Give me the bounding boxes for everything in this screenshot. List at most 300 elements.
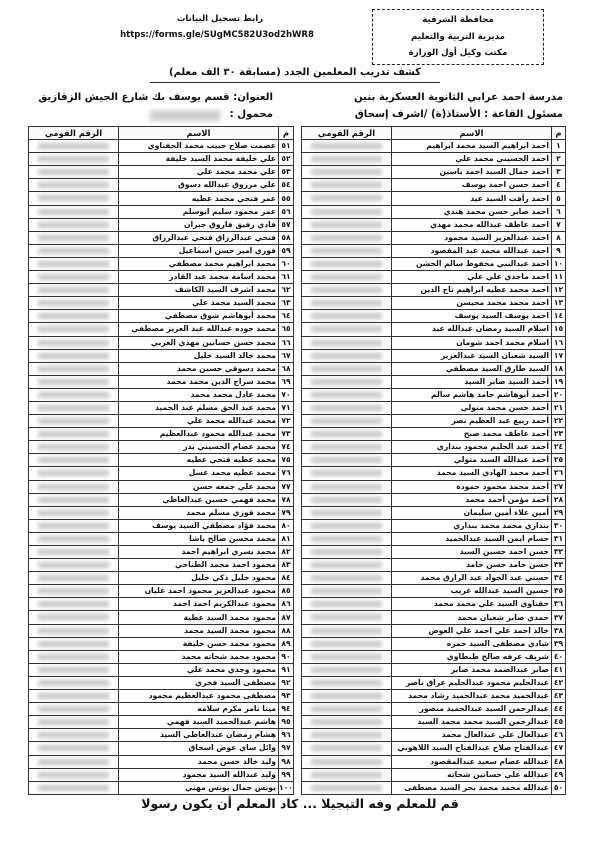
redaction-blur	[38, 326, 109, 332]
row-number: ٢٥	[552, 454, 566, 467]
redaction-blur	[38, 680, 109, 686]
national-id-redacted	[29, 624, 119, 637]
table-row	[29, 388, 294, 401]
national-id-redacted	[29, 532, 119, 545]
redaction-blur	[38, 719, 109, 725]
table-row	[29, 140, 294, 153]
office-line: مكتب وكيل أول الوزارة	[408, 48, 508, 58]
redaction-blur	[38, 379, 109, 385]
trainee-name: محمد عادل محمد محمد	[119, 388, 279, 401]
trainee-name: يونس جمال يونس مهني	[119, 781, 279, 794]
trainee-name: احمد ابراهيم السيد محمد ابراهيم	[392, 140, 552, 153]
trainee-name: حمدي صابر شعبان محمد	[392, 611, 552, 624]
row-number: ٨٦	[279, 598, 294, 611]
redaction-blur	[311, 405, 382, 411]
national-id-redacted	[302, 231, 392, 244]
national-id-redacted	[302, 179, 392, 192]
table-row	[29, 271, 294, 284]
trainee-name: أحمد محمد الهادي السيد محمد	[392, 467, 552, 480]
redaction-blur	[38, 340, 109, 346]
redaction-blur	[311, 601, 382, 607]
redaction-blur	[38, 497, 109, 503]
national-id-redacted	[29, 428, 119, 441]
trainee-name: وليد عبدالله السيد محمود	[119, 768, 279, 781]
redaction-blur	[311, 287, 382, 293]
table-row	[302, 297, 566, 310]
table-row	[302, 598, 566, 611]
row-number: ٣٤	[552, 572, 566, 585]
table-row	[29, 624, 294, 637]
national-id-redacted	[29, 611, 119, 624]
national-id-redacted	[29, 493, 119, 506]
row-number: ٤٥	[552, 716, 566, 729]
redaction-blur	[311, 326, 382, 332]
redaction-blur	[38, 274, 109, 280]
redaction-blur	[311, 366, 382, 372]
row-number: ٣٢	[552, 546, 566, 559]
col-name-header: الاسم	[119, 127, 279, 140]
trainee-name: عبدالحليم محمود عبدالحليم عراق ناصر	[392, 676, 552, 689]
table-row	[302, 323, 566, 336]
trainee-name: خالد احمد علي احمد علي العوض	[392, 624, 552, 637]
table-row	[302, 546, 566, 559]
table-row	[29, 310, 294, 323]
redaction-blur	[311, 313, 382, 319]
redaction-blur	[38, 523, 109, 529]
table-row	[29, 611, 294, 624]
row-number: ٦٧	[279, 349, 294, 362]
row-number: ٢٣	[552, 428, 566, 441]
table-row	[302, 572, 566, 585]
trainee-name: احمد حسن احمد يوسف	[392, 179, 552, 192]
national-id-redacted	[29, 755, 119, 768]
redaction-blur	[311, 523, 382, 529]
row-number: ٢٩	[552, 506, 566, 519]
row-number: ٥٢	[279, 153, 294, 166]
row-number: ٤٩	[552, 768, 566, 781]
redaction-blur	[38, 313, 109, 319]
national-id-redacted	[302, 153, 392, 166]
row-number: ٧٩	[279, 506, 294, 519]
trainee-name: فوزي امير حسن اسماعيل	[119, 244, 279, 257]
trainee-name: أحمد عبد الحليم محمود بنداري	[392, 441, 552, 454]
table-row	[29, 768, 294, 781]
trainee-name: محمد عصام الحسيني بدر	[119, 441, 279, 454]
trainee-name: محمود وجدي محمد علي	[119, 663, 279, 676]
row-number: ٩٣	[279, 690, 294, 703]
authority-box	[372, 9, 544, 65]
redaction-blur	[38, 222, 109, 228]
national-id-redacted	[29, 192, 119, 205]
trainee-name: أحمد عاطف محمد صبح	[392, 428, 552, 441]
row-number: ٢١	[552, 401, 566, 414]
trainee-name: حسام ايمن السيد عبدالحميد	[392, 532, 552, 545]
trainee-name: محمود عبدالعزيز محمود احمد عليان	[119, 585, 279, 598]
redaction-blur	[311, 169, 382, 175]
mobile-label: محمول :	[229, 109, 273, 120]
trainee-name: احمد جمال السيد احمد ياسين	[392, 166, 552, 179]
row-number: ٣٧	[552, 611, 566, 624]
row-number: ٩٨	[279, 755, 294, 768]
redaction-blur	[311, 379, 382, 385]
trainee-name: محمد أبوهاشم شوق مصطفي	[119, 310, 279, 323]
row-number: ٤٠	[552, 650, 566, 663]
national-id-redacted	[29, 781, 119, 794]
table-row	[302, 755, 566, 768]
table-row	[302, 467, 566, 480]
trainee-name: أحمد مؤمن أحمد محمد	[392, 493, 552, 506]
redaction-blur	[38, 431, 109, 437]
table-row	[302, 637, 566, 650]
row-number: ٧٨	[279, 493, 294, 506]
redaction-blur	[38, 156, 109, 162]
table-row	[29, 441, 294, 454]
trainee-name: صابر عبدالصمد محمد صابر	[392, 663, 552, 676]
redaction-blur	[311, 248, 382, 254]
national-id-redacted	[302, 140, 392, 153]
school-name: مدرسة احمد عرابي الثانوية العسكرية بنين	[354, 92, 563, 103]
redaction-blur	[311, 667, 382, 673]
table-row	[302, 742, 566, 755]
row-number: ٥٠	[552, 781, 566, 794]
trainee-name: محمد عبدالله محمد علي	[119, 415, 279, 428]
redaction-blur	[38, 457, 109, 463]
national-id-redacted	[29, 284, 119, 297]
trainee-name: احمد عبدالنبي محفوظ سالم الخشن	[392, 257, 552, 270]
footer-quote: قم للمعلم وفه التبجيلا ... كاد المعلم أن يكون رسولا	[141, 796, 459, 811]
row-number: ١٠	[552, 257, 566, 270]
row-number: ٨٥	[279, 585, 294, 598]
trainee-name: عبدالحميد محمد عبدالحميد رشاد محمد	[392, 690, 552, 703]
trainee-name: علي خليفة محمد السيد خليفة	[119, 153, 279, 166]
table-row	[29, 598, 294, 611]
table-row	[29, 742, 294, 755]
national-id-redacted	[302, 585, 392, 598]
national-id-redacted	[302, 716, 392, 729]
redaction-blur	[311, 484, 382, 490]
table-row	[29, 781, 294, 794]
trainee-name: أمين علاء أمين سليمان	[392, 506, 552, 519]
national-id-redacted	[302, 166, 392, 179]
trainee-name: محمود محمد حسن خليفة	[119, 637, 279, 650]
trainee-name: اسلام السيد رمضان عبدالله عيد	[392, 323, 552, 336]
trainee-name: السيد طارق السيد مصطفي	[392, 362, 552, 375]
national-id-redacted	[29, 179, 119, 192]
national-id-redacted	[302, 349, 392, 362]
row-number: ٨	[552, 231, 566, 244]
national-id-redacted	[29, 454, 119, 467]
redaction-blur	[311, 143, 382, 149]
table-row	[302, 650, 566, 663]
trainee-name: عبدالفتاح صلاح عبدالفتاح السيد اللاهوني	[392, 742, 552, 755]
redaction-blur	[38, 641, 109, 647]
table-row	[302, 375, 566, 388]
trainee-name: احمد يوسف السيد يوسف	[392, 310, 552, 323]
redaction-blur	[311, 195, 382, 201]
redaction-blur	[311, 693, 382, 699]
trainee-name: محمد جوده عبدالله عبد العزيز مصطفي	[119, 323, 279, 336]
governorate-line: محافظة الشرقية	[422, 15, 494, 25]
national-id-redacted	[302, 388, 392, 401]
redaction-blur	[311, 706, 382, 712]
row-number: ٥٣	[279, 166, 294, 179]
table-row	[302, 506, 566, 519]
redaction-blur	[311, 719, 382, 725]
national-id-redacted	[302, 546, 392, 559]
national-id-redacted	[29, 310, 119, 323]
redaction-blur	[311, 562, 382, 568]
national-id-redacted	[29, 650, 119, 663]
table-row	[29, 218, 294, 231]
row-number: ٩١	[279, 663, 294, 676]
row-number: ٥٧	[279, 218, 294, 231]
redaction-blur	[38, 418, 109, 424]
national-id-redacted	[302, 572, 392, 585]
row-number: ٣٠	[552, 519, 566, 532]
table-row	[29, 349, 294, 362]
national-id-redacted	[302, 532, 392, 545]
table-row	[29, 179, 294, 192]
table-row	[302, 532, 566, 545]
national-id-redacted	[302, 271, 392, 284]
trainee-name: محمد عطيه فتحي عطيه	[119, 454, 279, 467]
col-nid-header: الرقم القومي	[302, 127, 392, 140]
row-number: ٦٠	[279, 257, 294, 270]
trainee-name: محمود محمد السيد محمد	[119, 624, 279, 637]
table-row	[302, 388, 566, 401]
trainee-name: علي محمد محمد علي	[119, 166, 279, 179]
redaction-blur	[311, 431, 382, 437]
trainee-name: محمد اشرف السيد الكاشف	[119, 284, 279, 297]
row-number: ٤٣	[552, 690, 566, 703]
table-row	[302, 768, 566, 781]
table-row	[302, 519, 566, 532]
registration-url: https://forms.gle/SUgMC582U3od2hWR8	[120, 30, 314, 40]
table-row	[29, 205, 294, 218]
redaction-blur	[38, 300, 109, 306]
table-row	[302, 559, 566, 572]
table-row	[302, 336, 566, 349]
row-number: ٨٩	[279, 637, 294, 650]
table-row	[29, 637, 294, 650]
row-number: ٦٢	[279, 284, 294, 297]
row-number: ٨٨	[279, 624, 294, 637]
redaction-blur	[38, 392, 109, 398]
address: العنوان: قسم يوسف بك شارع الجيش الزقازيق	[38, 92, 273, 103]
table-header-row	[302, 127, 566, 140]
row-number: ٧٥	[279, 454, 294, 467]
national-id-redacted	[29, 218, 119, 231]
trainee-name: احمد ماجدي علي علي	[392, 271, 552, 284]
national-id-redacted	[302, 519, 392, 532]
national-id-redacted	[29, 467, 119, 480]
redaction-blur	[38, 536, 109, 542]
row-number: ٨٤	[279, 572, 294, 585]
row-number: ٢٢	[552, 415, 566, 428]
national-id-redacted	[29, 546, 119, 559]
col-nid-header: الرقم القومي	[29, 127, 119, 140]
table-row	[302, 585, 566, 598]
row-number: ٣	[552, 166, 566, 179]
row-number: ٨٣	[279, 559, 294, 572]
table-row	[302, 231, 566, 244]
redaction-blur	[38, 287, 109, 293]
redaction-blur	[311, 641, 382, 647]
directorate-line: مديرية التربية والتعليم	[411, 31, 505, 42]
redaction-blur	[38, 706, 109, 712]
trainee-name: احمد عبدالعزيز السيد محمود	[392, 231, 552, 244]
national-id-redacted	[302, 690, 392, 703]
trainee-name: احمد رأفت السيد عيد	[392, 192, 552, 205]
row-number: ٦٥	[279, 323, 294, 336]
trainee-name: السيد شعبان السيد عبدالعزيز	[392, 349, 552, 362]
row-number: ٩٠	[279, 650, 294, 663]
national-id-redacted	[29, 559, 119, 572]
row-number: ٦٩	[279, 375, 294, 388]
trainee-name: أحمد أبوهاشم حامد هاشم سالم	[392, 388, 552, 401]
trainee-name: أحمد محمد محمود حمودة	[392, 480, 552, 493]
table-row	[302, 166, 566, 179]
trainee-name: محمد فهمي حسين عبدالعاطي	[119, 493, 279, 506]
trainee-name: محمود محمد شحاته محمد	[119, 650, 279, 663]
table-row	[29, 454, 294, 467]
row-number: ٣١	[552, 532, 566, 545]
redaction-blur	[311, 340, 382, 346]
national-id-redacted	[302, 336, 392, 349]
row-number: ٦٤	[279, 310, 294, 323]
row-number: ٦٣	[279, 297, 294, 310]
table-row	[302, 781, 566, 794]
trainee-name: محمد سراج الدين محمد محمد	[119, 375, 279, 388]
row-number: ٩٩	[279, 768, 294, 781]
row-number: ٦١	[279, 271, 294, 284]
table-row	[29, 192, 294, 205]
redaction-blur	[311, 785, 382, 791]
redaction-blur	[38, 510, 109, 516]
row-number: ١١	[552, 271, 566, 284]
national-id-redacted	[29, 441, 119, 454]
row-number: ٦	[552, 205, 566, 218]
row-number: ٢٦	[552, 467, 566, 480]
national-id-redacted	[29, 140, 119, 153]
national-id-redacted	[302, 781, 392, 794]
national-id-redacted	[29, 205, 119, 218]
row-number: ٢٧	[552, 480, 566, 493]
row-number: ٥٩	[279, 244, 294, 257]
redaction-blur	[38, 209, 109, 215]
table-row	[302, 244, 566, 257]
national-id-redacted	[29, 690, 119, 703]
redaction-blur	[311, 156, 382, 162]
table-row	[302, 192, 566, 205]
table-row	[302, 428, 566, 441]
national-id-redacted	[302, 297, 392, 310]
trainee-name: عصمت صلاح حبيب محمد الحفناوي	[119, 140, 279, 153]
trainee-name: احمد عاطف عبدالله محمد مهدي	[392, 218, 552, 231]
table-row	[29, 663, 294, 676]
table-row	[302, 362, 566, 375]
national-id-redacted	[29, 742, 119, 755]
trainee-name: أحمد السيد صابر السيد	[392, 375, 552, 388]
trainee-name: محمود احمد محمد الطناحي	[119, 559, 279, 572]
redaction-blur	[311, 444, 382, 450]
national-id-redacted	[29, 271, 119, 284]
title-underline	[150, 82, 440, 83]
table-row	[29, 716, 294, 729]
row-number: ٩	[552, 244, 566, 257]
table-row	[302, 663, 566, 676]
table-row	[302, 716, 566, 729]
national-id-redacted	[302, 676, 392, 689]
row-number: ١٠٠	[279, 781, 294, 794]
national-id-redacted	[29, 153, 119, 166]
redaction-blur	[311, 470, 382, 476]
national-id-redacted	[29, 768, 119, 781]
trainee-name: محمد خالد السيد خليل	[119, 349, 279, 362]
table-row	[29, 480, 294, 493]
national-id-redacted	[302, 310, 392, 323]
registration-label: رابط تسجيل البيانات	[176, 14, 264, 24]
national-id-redacted	[29, 676, 119, 689]
redaction-blur	[38, 588, 109, 594]
trainee-name: عبدالله علي حسانين شحاته	[392, 768, 552, 781]
national-id-redacted	[302, 257, 392, 270]
table-row	[29, 415, 294, 428]
national-id-redacted	[29, 506, 119, 519]
table-row	[29, 703, 294, 716]
table-row	[29, 572, 294, 585]
table-row	[302, 310, 566, 323]
national-id-redacted	[29, 519, 119, 532]
table-row	[302, 140, 566, 153]
row-number: ٧	[552, 218, 566, 231]
table-row	[302, 493, 566, 506]
redaction-blur	[38, 732, 109, 738]
redaction-blur	[311, 536, 382, 542]
row-number: ١٧	[552, 349, 566, 362]
national-id-redacted	[302, 428, 392, 441]
national-id-redacted	[29, 572, 119, 585]
table-row	[29, 297, 294, 310]
national-id-redacted	[302, 362, 392, 375]
table-row	[29, 585, 294, 598]
trainee-name: محمد محسن صالح باشا	[119, 532, 279, 545]
redaction-blur	[38, 562, 109, 568]
national-id-redacted	[302, 218, 392, 231]
redaction-blur	[38, 143, 109, 149]
row-number: ٤	[552, 179, 566, 192]
redaction-blur	[38, 169, 109, 175]
table-row	[302, 271, 566, 284]
national-id-redacted	[29, 323, 119, 336]
table-row	[29, 362, 294, 375]
row-number: ١٩	[552, 375, 566, 388]
national-id-redacted	[302, 415, 392, 428]
redaction-blur	[38, 235, 109, 241]
national-id-redacted	[302, 703, 392, 716]
national-id-redacted	[302, 755, 392, 768]
trainee-name: محمد السيد محمد علي	[119, 297, 279, 310]
table-row	[29, 257, 294, 270]
trainee-name: محمد ابراهيم محمد مصطفي	[119, 257, 279, 270]
trainee-name: فادي رفيق فاروق جيران	[119, 218, 279, 231]
row-number: ٥٤	[279, 179, 294, 192]
trainee-name: أحمد ربيع عبد العظيم نصر	[392, 415, 552, 428]
table-row	[29, 375, 294, 388]
row-number: ٣٨	[552, 624, 566, 637]
row-number: ٣٦	[552, 598, 566, 611]
national-id-redacted	[302, 454, 392, 467]
